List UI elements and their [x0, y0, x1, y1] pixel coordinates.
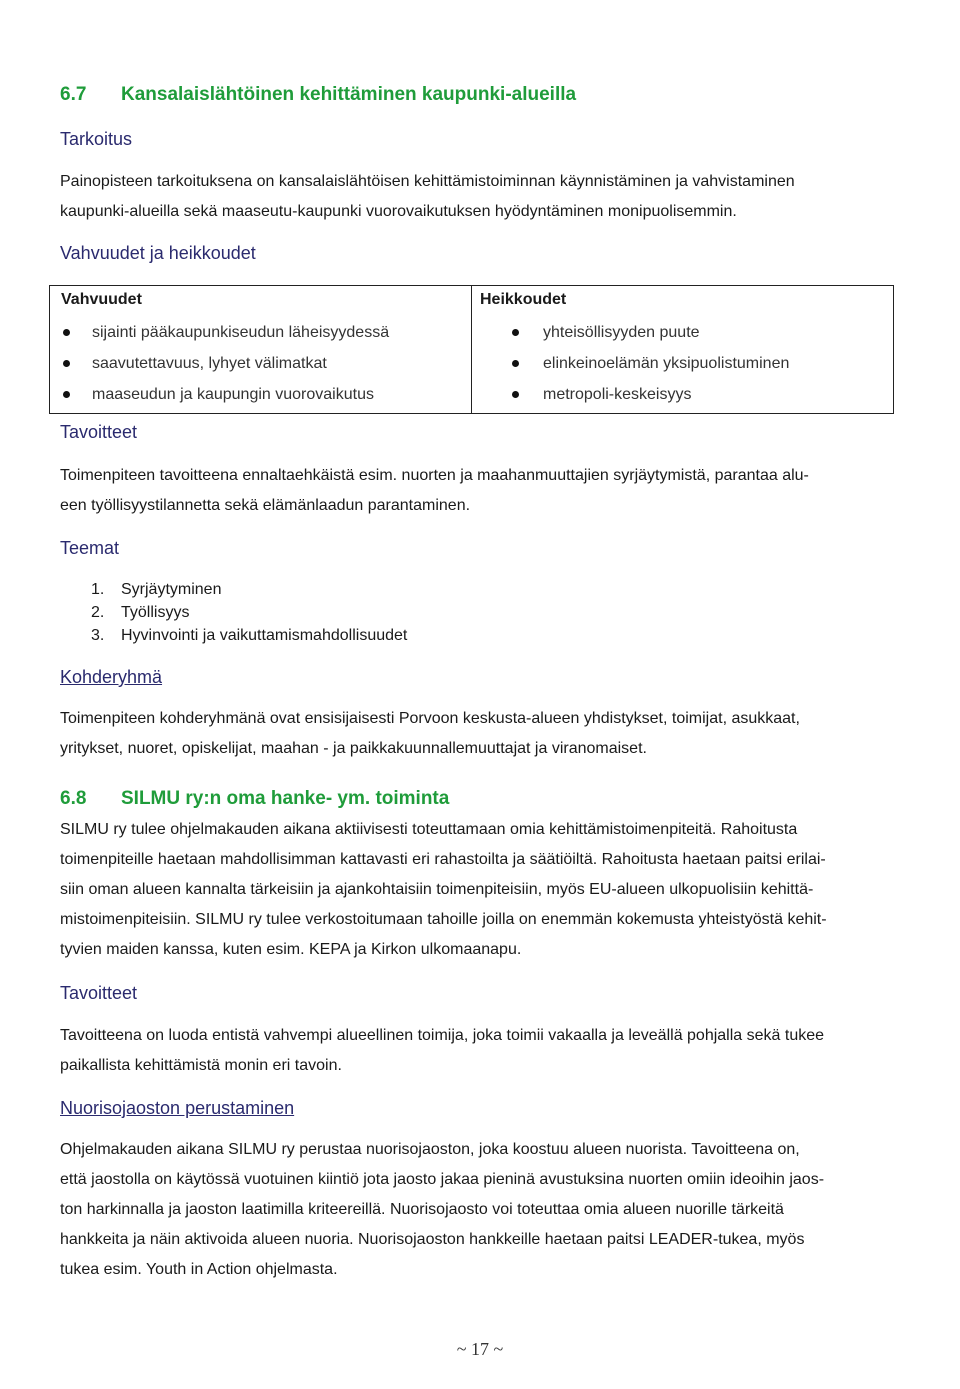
list-text: Työllisyys [121, 604, 190, 621]
text-line: ton harkinnalla ja jaoston laatimilla kriteereillä. Nuorisojaosto voi toteuttaa omia alueen nuorille tärkeitä [60, 1201, 784, 1218]
text-line: toimenpiteille haetaan mahdollisimman kattavasti eri rahastoilta ja säätiöiltä. Rahoitusta haetaan paitsi erilai- [60, 851, 826, 868]
text-line: mistoimenpiteisiin. SILMU ry tulee verkostoitumaan tahoille joilla on enemmän kokemusta yhteistyöstä kehit- [60, 911, 827, 928]
text-line: Ohjelmakauden aikana SILMU ry perustaa nuorisojaoston, joka koostuu alueen nuorista. Tavoitteena on, [60, 1141, 800, 1158]
list-number: 3. [91, 627, 105, 644]
text-line: Toimenpiteen tavoitteena ennaltaehkäistä esim. nuorten ja maahanmuuttajien syrjäytymistä, parantaa alu- [60, 467, 809, 484]
list-item: metropoli-keskeisyys [480, 379, 893, 410]
subheading-tarkoitus: Tarkoitus [60, 129, 133, 149]
list-text: Syrjäytyminen [121, 581, 222, 598]
themes-list [60, 578, 407, 647]
text-line: kaupunki-alueilla sekä maaseutu-kaupunki vuorovaikutuksen hyödyntäminen monipuolisemmin. [60, 203, 737, 220]
section-number: 6.7 [60, 84, 87, 105]
strengths-header: Vahvuudet [61, 291, 142, 308]
section-title: Kansalaislähtöinen kehittäminen kaupunki-alueilla [121, 84, 577, 105]
text-line: tyvien maiden kanssa, kuten esim. KEPA ja Kirkon ulkomaanapu. [60, 941, 522, 958]
page-number: ~ 17 ~ [456, 1339, 504, 1359]
subheading-tavoitteet: Tavoitteet [60, 422, 138, 442]
subheading-teemat: Teemat [60, 538, 120, 558]
sw-table-wrapper [49, 285, 894, 414]
section-heading-6-7 [60, 84, 577, 106]
text-line: Toimenpiteen kohderyhmänä ovat ensisijaisesti Porvoon keskusta-alueen yhdistykset, toimijat, asukkaat, [60, 710, 800, 727]
weaknesses-list [480, 317, 893, 410]
paragraph-nuorisojaosto [60, 1135, 905, 1285]
list-item [60, 601, 407, 624]
subheading-vahvuudet-heikkoudet: Vahvuudet ja heikkoudet [60, 243, 256, 263]
text-line: paikallista kehittämistä monin eri tavoin. [60, 1057, 342, 1074]
weaknesses-header: Heikkoudet [480, 291, 567, 308]
paragraph-tavoitteet-2 [60, 1021, 905, 1081]
section-heading-6-8 [60, 788, 450, 810]
list-number: 1. [91, 581, 105, 598]
list-item [60, 578, 407, 601]
subheading-kohderyhma: Kohderyhmä [60, 667, 163, 687]
list-number: 2. [91, 604, 105, 621]
list-text: Hyvinvointi ja vaikuttamismahdollisuudet [121, 627, 408, 644]
text-line: Painopisteen tarkoituksena on kansalaislähtöisen kehittämistoiminnan käynnistäminen ja vahvistaminen [60, 173, 795, 190]
subheading-nuorisojaosto: Nuorisojaoston perustaminen [60, 1098, 295, 1118]
list-item: saavutettavuus, lyhyet välimatkat [61, 348, 471, 379]
text-line: SILMU ry tulee ohjelmakauden aikana aktiivisesti toteuttamaan omia kehittämistoimenpiteitä. Rahoitusta [60, 821, 798, 838]
strengths-weaknesses-table [49, 285, 894, 414]
paragraph-tavoitteet [60, 461, 905, 521]
paragraph-silmu [60, 815, 905, 965]
text-line: een työllisyystilannetta sekä elämänlaadun parantaminen. [60, 497, 471, 514]
list-item: maaseudun ja kaupungin vuorovaikutus [61, 379, 471, 410]
text-line: hankkeita ja näin aktivoida alueen nuoria. Nuorisojaoston hankkeille haetaan paitsi LEADER-tukea, myös [60, 1231, 805, 1248]
text-line: siin oman alueen kannalta tärkeisiin ja ajankohtaisiin toimenpiteisiin, myös EU-alueen ulkopuolisiin kehittä- [60, 881, 814, 898]
paragraph-kohderyhma [60, 704, 905, 764]
weaknesses-cell [472, 286, 894, 414]
section-title: SILMU ry:n oma hanke- ym. toiminta [121, 788, 450, 809]
text-line: että jaostolla on käytössä vuotuinen kiintiö jota jaosto jakaa pieninä avustuksina nuorten omiin ideoihin jaos- [60, 1171, 825, 1188]
text-line: tukea esim. Youth in Action ohjelmasta. [60, 1261, 338, 1278]
strengths-cell [50, 286, 472, 414]
list-item: sijainti pääkaupunkiseudun läheisyydessä [61, 317, 471, 348]
list-item: elinkeinoelämän yksipuolistuminen [480, 348, 893, 379]
text-line: yritykset, nuoret, opiskelijat, maahan - ja paikkakuunnallemuuttajat ja viranomaiset. [60, 740, 647, 757]
text-line: Tavoitteena on luoda entistä vahvempi alueellinen toimija, joka toimii vakaalla ja leveällä pohjalla sekä tukee [60, 1027, 825, 1044]
subheading-tavoitteet-2: Tavoitteet [60, 983, 138, 1003]
list-item: yhteisöllisyyden puute [480, 317, 893, 348]
list-item [60, 624, 407, 647]
section-number: 6.8 [60, 788, 87, 809]
paragraph-tarkoitus [60, 167, 905, 227]
strengths-list [61, 317, 471, 410]
